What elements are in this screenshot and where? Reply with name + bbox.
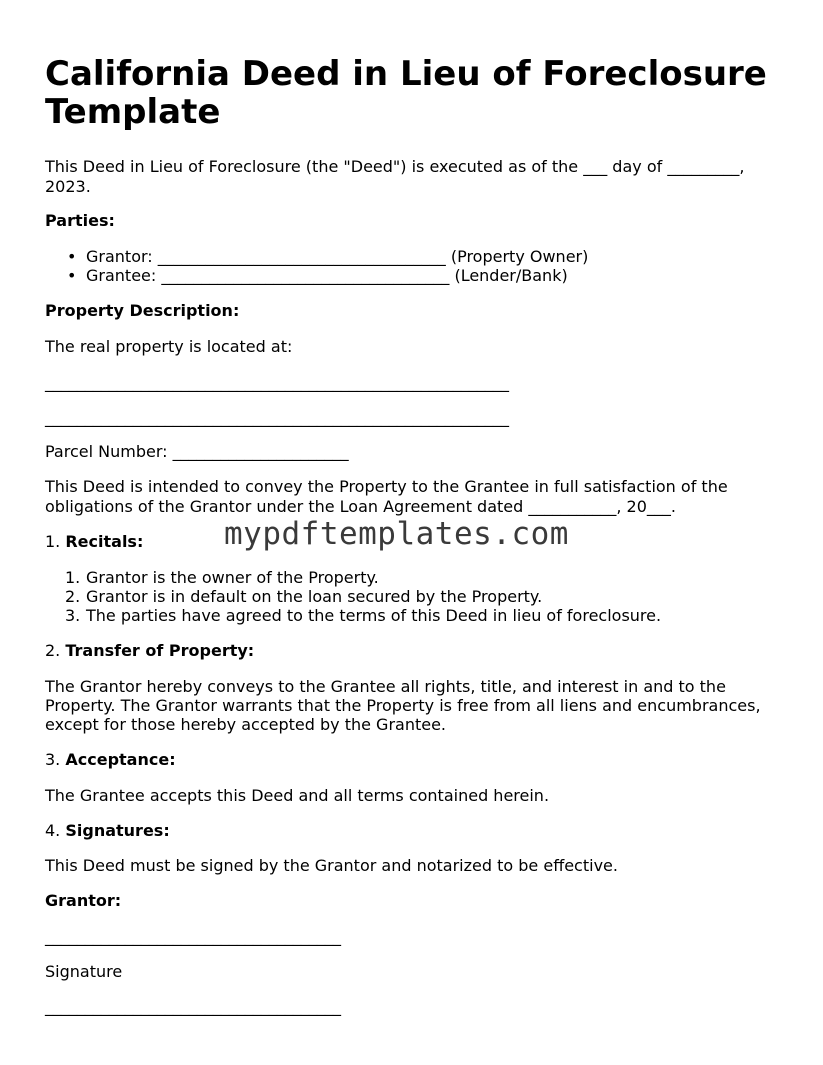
recital-item: Grantor is in default on the loan secured by the Property. [86,587,543,606]
intro-line-2: 2023. [45,177,91,196]
section-number: 4. [45,821,61,840]
watermark: mypdftemplates.com [224,516,569,552]
list-number: 2. [65,587,81,606]
page-title: California Deed in Lieu of Foreclosure Template [45,54,767,132]
section-title: Signatures: [65,821,170,840]
recitals-heading [45,532,143,552]
list-number: 3. [65,606,81,625]
property-located: The real property is located at: [45,337,293,356]
grantee-line: Grantee: ____________________________________ (Lender/Bank) [86,266,568,285]
signature-label: Signature [45,962,123,981]
signatures-heading [45,821,170,841]
transfer-line-3: except for those hereby accepted by the Grantee. [45,715,447,734]
address-line-1: __________________________________________________________ [45,373,509,392]
signature-line-1: _____________________________________ [45,927,341,946]
intro-line-1: This Deed in Lieu of Foreclosure (the "Deed") is executed as of the ___ day of _________, [45,157,745,176]
bullet-icon: • [67,266,77,285]
property-heading: Property Description: [45,301,240,320]
recital-item: Grantor is the owner of the Property. [86,568,379,587]
signature-line-2: _____________________________________ [45,997,341,1016]
intent-line-1: This Deed is intended to convey the Property to the Grantee in full satisfaction of the [45,477,728,496]
transfer-line-2: Property. The Grantor warrants that the Property is free from all liens and encumbrances, [45,696,761,715]
section-number: 1. [45,532,61,551]
recital-item: The parties have agreed to the terms of this Deed in lieu of foreclosure. [86,606,662,625]
acceptance-text: The Grantee accepts this Deed and all terms contained herein. [45,786,550,805]
parcel-number: Parcel Number: ______________________ [45,442,349,461]
section-number: 2. [45,641,61,660]
transfer-line-1: The Grantor hereby conveys to the Grantee all rights, title, and interest in and to the [45,677,726,696]
acceptance-heading [45,750,176,770]
address-line-2: __________________________________________________________ [45,408,509,427]
section-number: 3. [45,750,61,769]
grantor-line: Grantor: ____________________________________ (Property Owner) [86,247,589,266]
bullet-icon: • [67,247,77,266]
grantor-heading: Grantor: [45,891,122,910]
intent-line-2: obligations of the Grantor under the Loan Agreement dated ___________, 20___. [45,497,676,516]
section-title: Transfer of Property: [65,641,255,660]
transfer-heading [45,641,254,661]
parties-heading: Parties: [45,211,115,230]
list-number: 1. [65,568,81,587]
section-title: Acceptance: [65,750,176,769]
section-title: Recitals: [65,532,144,551]
signatures-text: This Deed must be signed by the Grantor and notarized to be effective. [45,856,618,875]
